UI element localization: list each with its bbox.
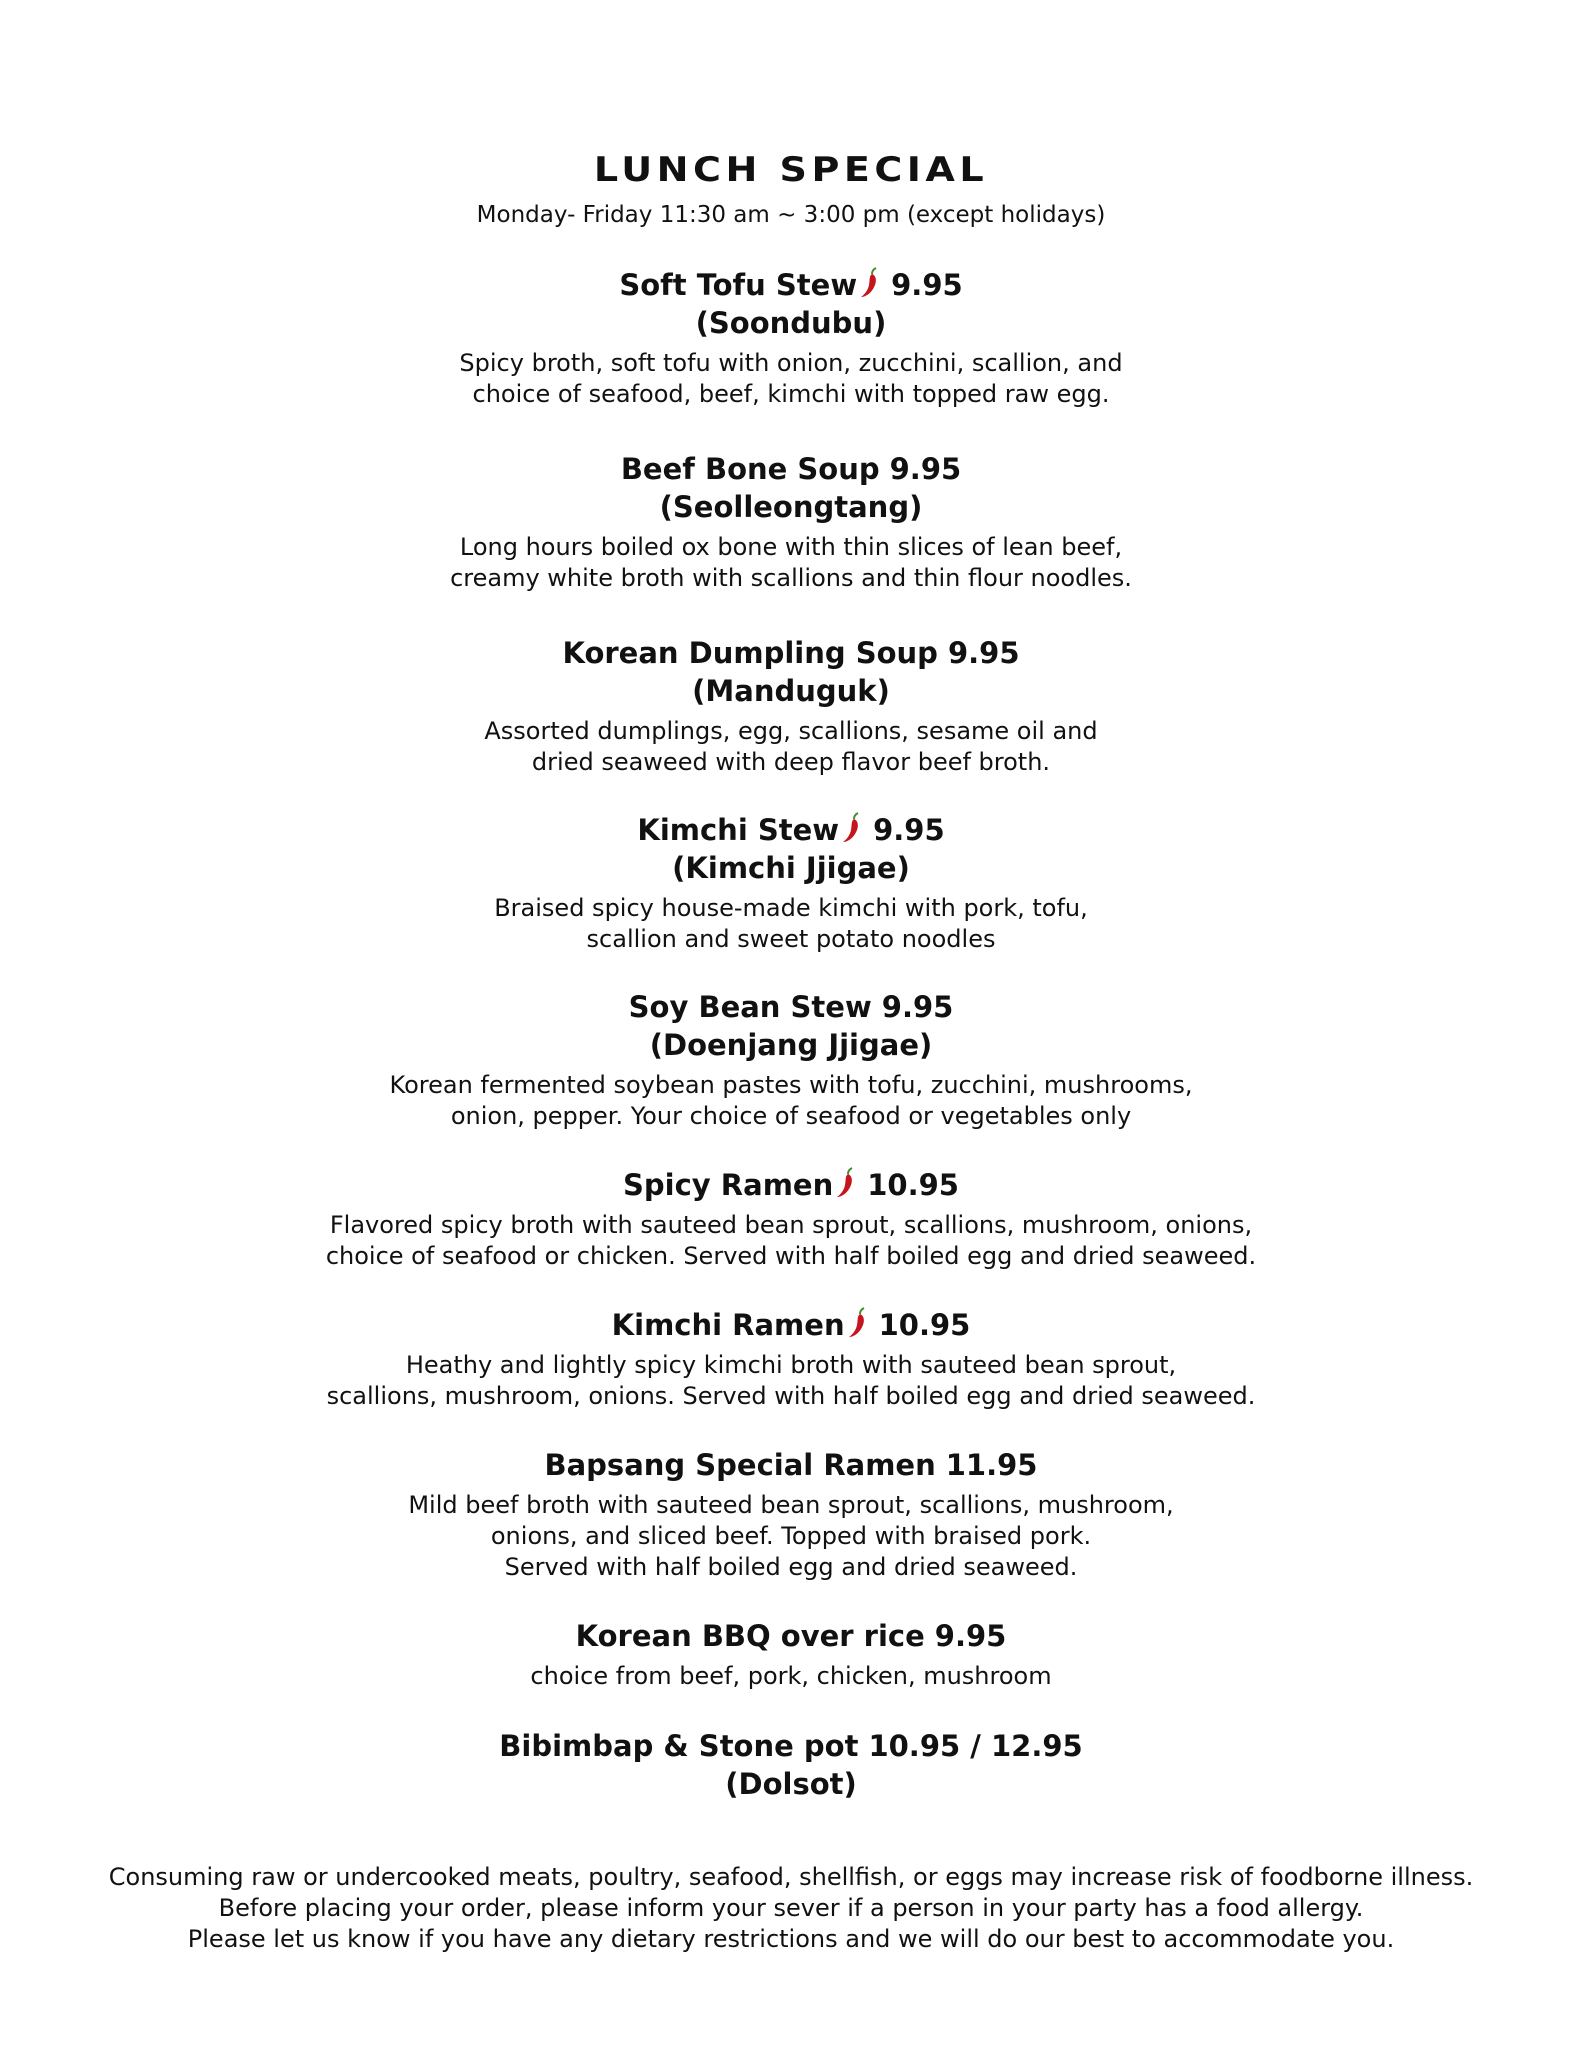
item-name: Bibimbap & Stone pot [499,1729,859,1763]
description-line: choice of seafood or chicken. Served with half boiled egg and dried seaweed. [325,1242,1257,1270]
description-line: scallions, mushroom, onions. Served with half boiled egg and dried seaweed. [326,1382,1256,1410]
item-price: 9.95 [891,268,963,302]
item-description [0,532,1582,594]
description-line: Korean fermented soybean pastes with tofu, zucchini, mushrooms, [389,1071,1193,1099]
page-title: LUNCH SPECIAL [593,150,989,190]
item-subtitle: (Dolsot) [725,1767,857,1801]
item-name: Kimchi Ramen [611,1308,845,1342]
description-line: dried seaweed with deep flavor beef broth. [531,748,1051,776]
item-description [0,348,1582,410]
item-title [0,1727,1582,1765]
menu-item-kimchi-stew [0,811,1582,955]
item-name: Soft Tofu Stew [619,268,858,302]
description-line: Assorted dumplings, egg, scallions, sesame oil and [484,717,1098,745]
description-line: scallion and sweet potato noodles [586,925,996,953]
item-title [0,1617,1582,1655]
description-line: onions, and sliced beef. Topped with braised pork. [490,1522,1092,1550]
item-description [0,1661,1582,1692]
item-price: 9.95 [889,452,962,486]
chili-pepper-icon [835,1167,857,1199]
item-subtitle: (Manduguk) [692,674,890,708]
food-safety-notice [0,1862,1582,1955]
item-subtitle: (Seolleongtang) [659,490,923,524]
item-description [0,716,1582,778]
description-line: creamy white broth with scallions and thin flour noodles. [450,564,1132,592]
item-title [0,634,1582,672]
chili-pepper-icon [847,1307,869,1339]
item-name: Kimchi Stew [637,813,840,847]
item-name: Korean Dumpling Soup [562,636,938,670]
item-title [0,266,1582,304]
item-price: 9.95 [947,636,1020,670]
chili-pepper-icon [859,267,881,299]
description-line: onion, pepper. Your choice of seafood or vegetables only [450,1102,1132,1130]
description-line: Long hours boiled ox bone with thin slices of lean beef, [459,533,1123,561]
item-name: Spicy Ramen [623,1168,834,1202]
service-hours: Monday- Friday 11:30 am ~ 3:00 pm (except holidays) [476,202,1106,228]
item-title [0,1166,1582,1204]
notice-line: Consuming raw or undercooked meats, poultry, seafood, shellfish, or eggs may increase risk of foodborne illness. [108,1863,1474,1891]
menu-item-bibimbap-stone-pot [0,1727,1582,1803]
item-price: 9.95 [881,990,954,1024]
item-price: 10.95 [878,1308,971,1342]
item-subtitle: (Soondubu) [695,306,887,340]
item-price: 9.95 [934,1619,1007,1653]
description-line: choice of seafood, beef, kimchi with topped raw egg. [472,380,1110,408]
item-subtitle: (Doenjang Jjigae) [649,1028,933,1062]
menu-item-soy-bean-stew [0,988,1582,1132]
item-price: 11.95 [945,1448,1038,1482]
item-subtitle: (Kimchi Jjigae) [672,851,910,885]
item-description [0,893,1582,955]
menu-item-korean-bbq-over-rice [0,1617,1582,1692]
item-description [0,1490,1582,1583]
item-description [0,1350,1582,1412]
notice-line: Please let us know if you have any dietary restrictions and we will do our best to accommodate you. [187,1925,1395,1953]
menu-item-soft-tofu-stew [0,266,1582,410]
item-title [0,988,1582,1026]
item-title [0,811,1582,849]
description-line: Served with half boiled egg and dried seaweed. [504,1553,1078,1581]
description-line: Flavored spicy broth with sauteed bean sprout, scallions, mushroom, onions, [329,1211,1253,1239]
description-line: choice from beef, pork, chicken, mushroom [530,1662,1052,1690]
item-title [0,1306,1582,1344]
menu-item-spicy-ramen [0,1166,1582,1272]
item-name: Soy Bean Stew [628,990,872,1024]
item-name: Korean BBQ over rice [575,1619,925,1653]
item-price: 10.95 / 12.95 [868,1729,1083,1763]
item-title [0,450,1582,488]
item-description [0,1070,1582,1132]
menu-item-bapsang-special-ramen [0,1446,1582,1583]
description-line: Mild beef broth with sauteed bean sprout, scallions, mushroom, [408,1491,1174,1519]
description-line: Heathy and lightly spicy kimchi broth with sauteed bean sprout, [405,1351,1177,1379]
chili-pepper-icon [841,812,863,844]
item-price: 9.95 [873,813,945,847]
menu-item-kimchi-ramen [0,1306,1582,1412]
notice-line: Before placing your order, please inform your sever if a person in your party has a food allergy. [218,1894,1364,1922]
menu-item-beef-bone-soup [0,450,1582,594]
item-price: 10.95 [867,1168,959,1202]
description-line: Braised spicy house-made kimchi with pork, tofu, [494,894,1088,922]
item-description [0,1210,1582,1272]
item-name: Beef Bone Soup [620,452,880,486]
item-title [0,1446,1582,1484]
description-line: Spicy broth, soft tofu with onion, zucchini, scallion, and [459,349,1123,377]
item-name: Bapsang Special Ramen [544,1448,936,1482]
menu-item-korean-dumpling-soup [0,634,1582,778]
